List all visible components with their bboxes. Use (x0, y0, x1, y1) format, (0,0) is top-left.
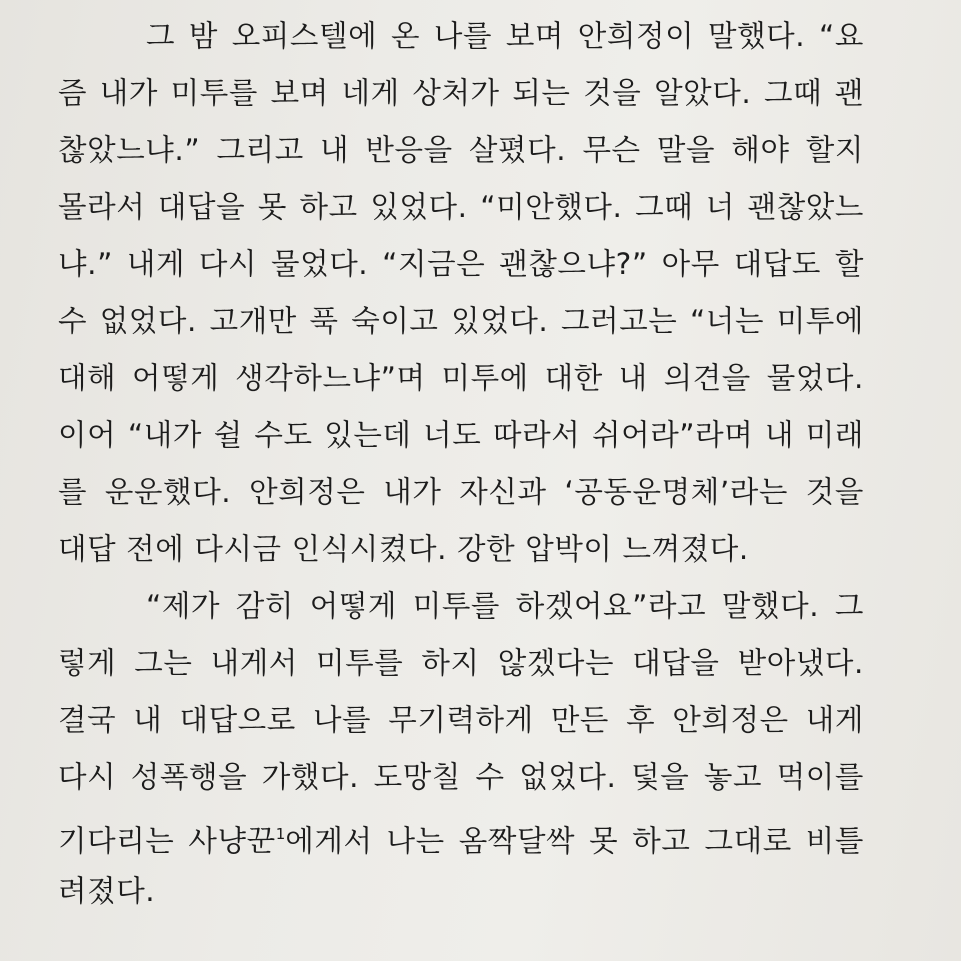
footnote-line-after: 에게서 나는 옴짝달싹 못 하고 그대로 비틀 (285, 824, 865, 858)
paragraph-1-line-3: 찮았느냐.” 그리고 내 반응을 살폈다. 무슨 말을 해야 할지 (58, 133, 864, 167)
paragraph-2-line-3: 결국 내 대답으로 나를 무기력하게 만든 후 안희정은 내게 (58, 703, 864, 737)
paragraph-2-line-4: 다시 성폭행을 가했다. 도망칠 수 없었다. 덫을 놓고 먹이를 (58, 760, 864, 794)
paragraph-1-line-5: 냐.” 내게 다시 물었다. “지금은 괜찮으냐?” 아무 대답도 할 (58, 247, 864, 281)
paragraph-2-line-1: “제가 감히 어떻게 미투를 하겠어요”라고 말했다. 그 (146, 589, 864, 623)
paragraph-1-line-9: 를 운운했다. 안희정은 내가 자신과 ‘공동운명체’라는 것을 (58, 475, 864, 509)
paragraph-1-line-1: 그 밤 오피스텔에 온 나를 보며 안희정이 말했다. “요 (146, 19, 864, 53)
paragraph-2-line-6: 려졌다. (58, 874, 156, 908)
paragraph-1-line-6: 수 없었다. 고개만 푹 숙이고 있었다. 그러고는 “너는 미투에 (58, 304, 864, 338)
paragraph-1-line-8: 이어 “내가 쉴 수도 있는데 너도 따라서 쉬어라”라며 내 미래 (58, 418, 864, 452)
paragraph-2-line-2: 렇게 그는 내게서 미투를 하지 않겠다는 대답을 받아냈다. (58, 646, 864, 680)
paragraph-1-line-2: 즘 내가 미투를 보며 네게 상처가 되는 것을 알았다. 그때 괜 (58, 76, 864, 110)
footnote-line-before: 기다리는 사냥꾼 (58, 824, 276, 858)
footnote-marker[interactable]: 1 (275, 825, 286, 843)
paragraph-2-line-5 (58, 814, 865, 858)
paragraph-1-line-7: 대해 어떻게 생각하느냐”며 미투에 대한 내 의견을 물었다. (58, 361, 864, 395)
paragraph-1-line-4: 몰라서 대답을 못 하고 있었다. “미안했다. 그때 너 괜찮았느 (58, 190, 864, 224)
paragraph-1-line-10: 대답 전에 다시금 인식시켰다. 강한 압박이 느껴졌다. (58, 532, 749, 566)
